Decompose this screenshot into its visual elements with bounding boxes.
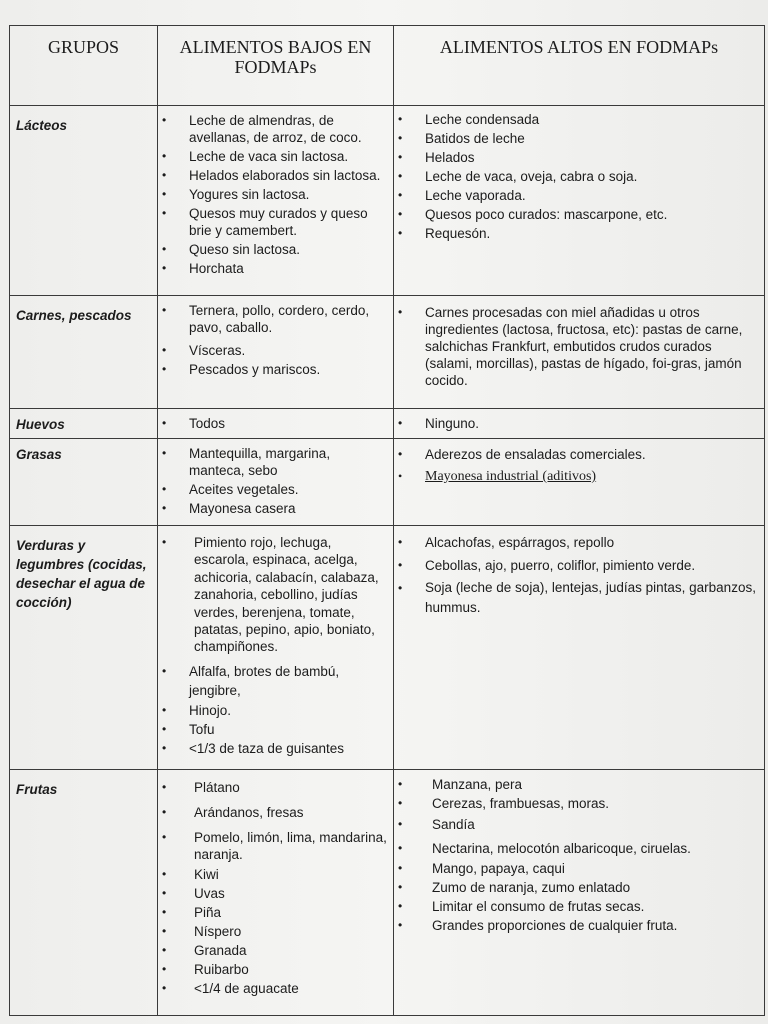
list-item: • Ninguno. — [394, 415, 760, 432]
list-item: • Granada — [158, 942, 389, 959]
list-item: • Leche vaporada. — [394, 187, 760, 204]
group-label: Lácteos — [10, 106, 158, 296]
list-item: • Cerezas, frambuesas, moras. — [394, 795, 760, 812]
high-cell — [394, 409, 765, 439]
list-item: • Pescados y mariscos. — [158, 361, 389, 378]
list-item: • Leche condensada — [394, 111, 760, 128]
list-item: • Batidos de leche — [394, 130, 760, 147]
list-item: • Zumo de naranja, zumo enlatado — [394, 879, 760, 896]
fodmap-table — [9, 25, 765, 1016]
list-item: • Helados — [394, 149, 760, 166]
high-cell — [394, 770, 765, 1016]
list-item: • Mayonesa casera — [158, 500, 389, 517]
low-cell — [158, 439, 394, 526]
low-cell — [158, 526, 394, 770]
high-cell — [394, 439, 765, 526]
list-item: • Soja (leche de soja), lentejas, judías pintas, garbanzos, hummus. — [394, 578, 760, 618]
list-item: • Quesos muy curados y queso brie y camembert. — [158, 205, 389, 239]
list-item: • Quesos poco curados: mascarpone, etc. — [394, 206, 760, 223]
list-item: • Hinojo. — [158, 702, 389, 719]
table-row — [10, 770, 765, 1016]
list-item: • Mango, papaya, caqui — [394, 860, 760, 877]
low-cell — [158, 296, 394, 409]
list-item: • Requesón. — [394, 225, 760, 242]
list-item: • Alcachofas, espárragos, repollo — [394, 534, 760, 551]
low-cell — [158, 409, 394, 439]
list-item: • Yogures sin lactosa. — [158, 186, 389, 203]
list-item: • Uvas — [158, 885, 389, 902]
high-cell — [394, 526, 765, 770]
header-low-fodmap: ALIMENTOS BAJOS EN FODMAPs — [158, 26, 394, 106]
group-label: Carnes, pescados — [10, 296, 158, 409]
list-item: • Limitar el consumo de frutas secas. — [394, 898, 760, 915]
group-label: Frutas — [10, 770, 158, 1016]
table-row — [10, 439, 765, 526]
list-item: • Aceites vegetales. — [158, 481, 389, 498]
high-cell — [394, 296, 765, 409]
list-item: • Leche de vaca sin lactosa. — [158, 148, 389, 165]
list-item: • Manzana, pera — [394, 776, 760, 793]
list-item: • Sandía — [394, 816, 760, 833]
list-item: • <1/4 de aguacate — [158, 980, 389, 997]
list-item: • Carnes procesadas con miel añadidas u otros ingredientes (lactosa, fructosa, etc): pastas de carne, salchichas Frankfurt, embutidos crudos curados (salami, morcillas), pastas de hígado, foi-gras, jamón cocido. — [394, 304, 760, 389]
table-row — [10, 526, 765, 770]
list-item: • Piña — [158, 904, 389, 921]
list-item: • Pimiento rojo, lechuga, escarola, espinaca, acelga, achicoria, calabacín, calabaza, zanahoria, cebollino, judías verdes, berenjena, tomate, patatas, pepino, apio, boniato, champiñones. — [158, 534, 389, 656]
low-cell — [158, 106, 394, 296]
group-label: Huevos — [10, 409, 158, 439]
header-high-fodmap: ALIMENTOS ALTOS EN FODMAPs — [394, 26, 765, 106]
list-item: • Tofu — [158, 721, 389, 738]
list-item: • Leche de vaca, oveja, cabra o soja. — [394, 168, 760, 185]
list-item: • Horchata — [158, 260, 389, 277]
list-item: • Mayonesa industrial (aditivos) — [394, 468, 760, 485]
table-row — [10, 296, 765, 409]
list-item: • Ternera, pollo, cordero, cerdo, pavo, caballo. — [158, 302, 389, 336]
list-item: • Pomelo, limón, lima, mandarina, naranja. — [158, 829, 389, 863]
list-item: • Leche de almendras, de avellanas, de arroz, de coco. — [158, 112, 389, 146]
list-item: • Níspero — [158, 923, 389, 940]
low-cell — [158, 770, 394, 1016]
list-item: • Grandes proporciones de cualquier fruta. — [394, 917, 760, 934]
list-item: • Helados elaborados sin lactosa. — [158, 167, 389, 184]
list-item: • Queso sin lactosa. — [158, 241, 389, 258]
list-item: • Ruibarbo — [158, 961, 389, 978]
list-item: • Kiwi — [158, 866, 389, 883]
list-item: • Cebollas, ajo, puerro, coliflor, pimiento verde. — [394, 557, 760, 574]
list-item: • Mantequilla, margarina, manteca, sebo — [158, 445, 389, 479]
list-item: • Aderezos de ensaladas comerciales. — [394, 446, 760, 463]
list-item: • Vísceras. — [158, 342, 389, 359]
table-header-row — [10, 26, 765, 106]
list-item: • <1/3 de taza de guisantes — [158, 740, 389, 757]
high-cell — [394, 106, 765, 296]
header-groups: GRUPOS — [10, 26, 158, 106]
list-item: • Alfalfa, brotes de bambú, jengibre, — [158, 662, 389, 700]
group-label: Verduras y legumbres (cocidas, desechar el agua de cocción) — [10, 526, 158, 770]
list-item: • Plátano — [158, 779, 389, 796]
group-label: Grasas — [10, 439, 158, 526]
list-item: • Arándanos, fresas — [158, 804, 389, 821]
table-row — [10, 106, 765, 296]
list-item: • Nectarina, melocotón albaricoque, ciruelas. — [394, 840, 760, 857]
list-item: • Todos — [158, 415, 389, 432]
table-row — [10, 409, 765, 439]
